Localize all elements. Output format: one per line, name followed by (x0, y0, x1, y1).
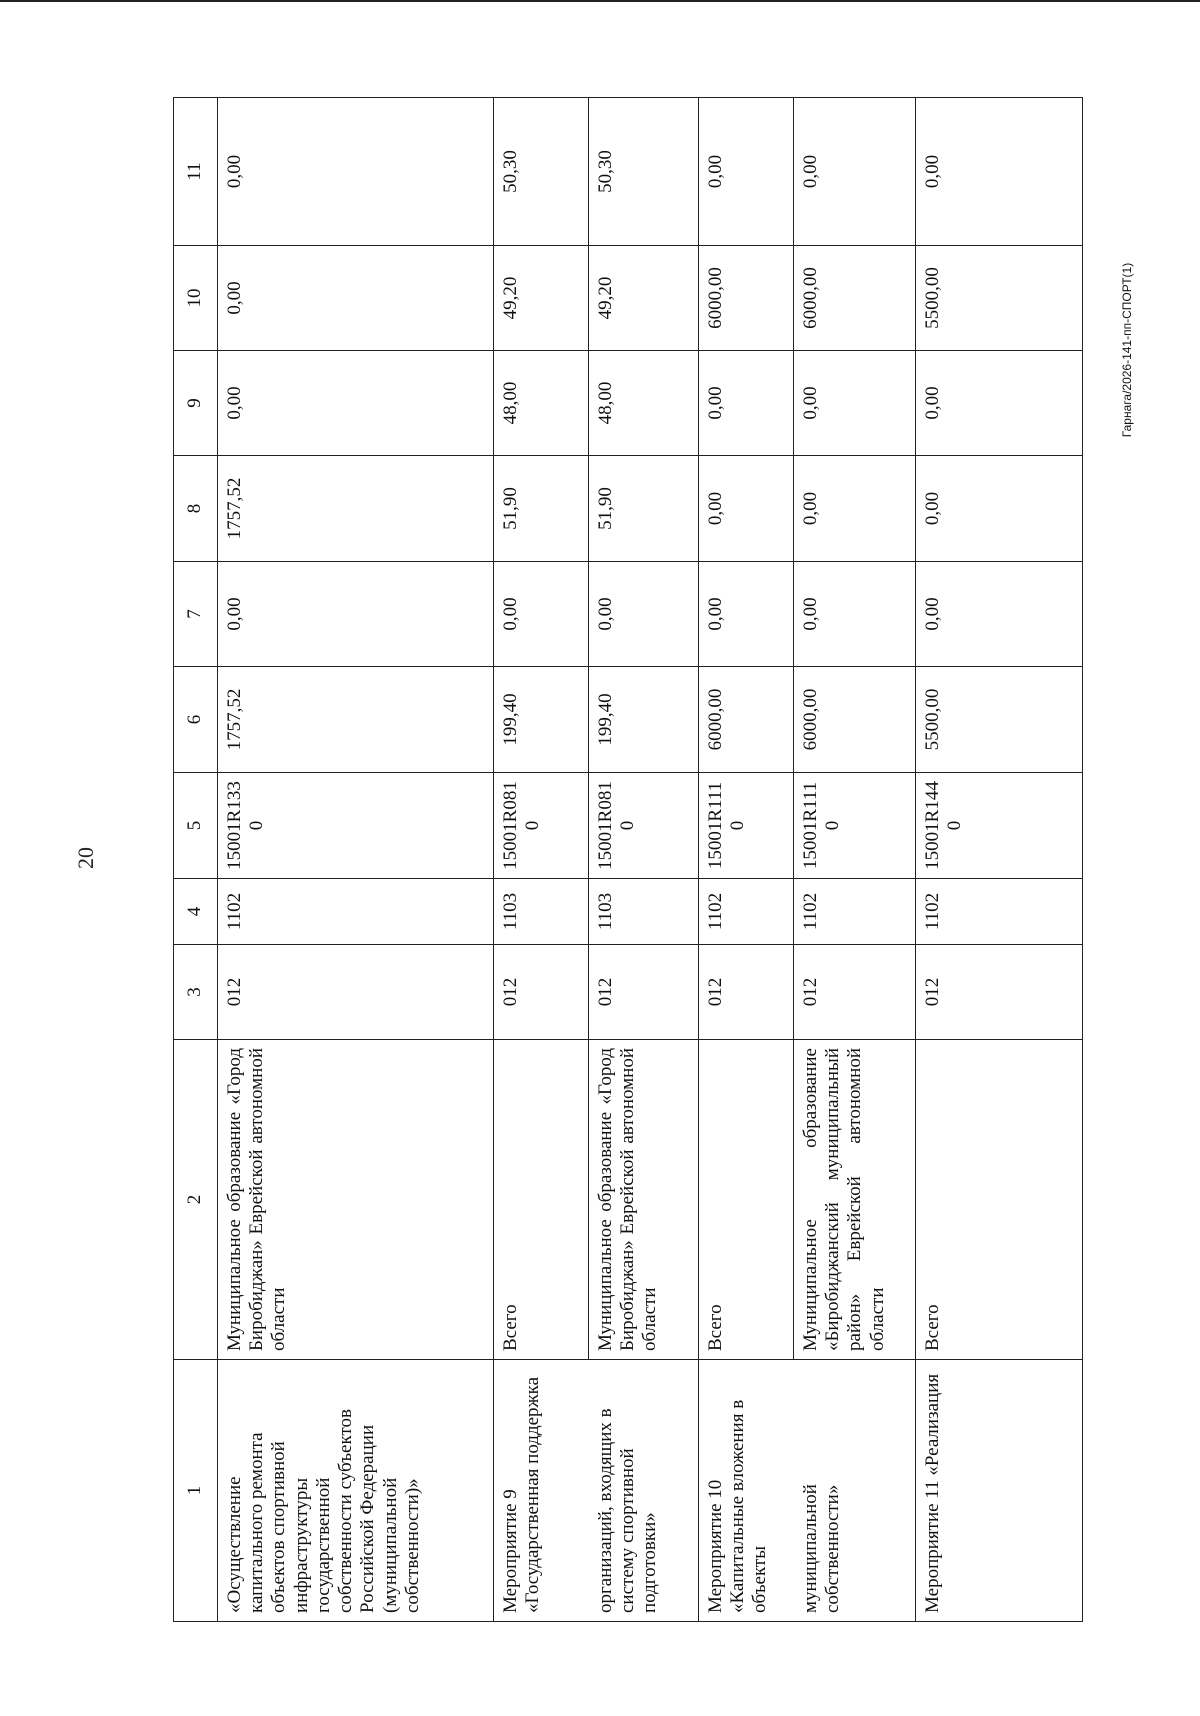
table-row (699, 98, 794, 1622)
table-row (916, 98, 1083, 1622)
header-cell: 3 (174, 945, 218, 1040)
header-cell: 7 (174, 562, 218, 667)
target-code-cell: 15001R1110 (794, 773, 916, 879)
total-amount-cell: 1757,52 (218, 667, 494, 773)
activity-name-cell: Мероприятие 9 «Государственная поддержка (494, 1360, 589, 1622)
amount-cell: 51,90 (589, 456, 699, 562)
amount-cell: 0,00 (494, 562, 589, 667)
activity-name-cell: муниципальной собственности» (794, 1360, 916, 1622)
amount-cell: 0,00 (916, 562, 1083, 667)
amount-cell: 1757,52 (218, 456, 494, 562)
header-cell: 8 (174, 456, 218, 562)
total-amount-cell: 199,40 (589, 667, 699, 773)
header-cell: 9 (174, 351, 218, 456)
section-code-cell: 1102 (699, 879, 794, 945)
ministry-code-cell: 012 (589, 945, 699, 1040)
recipient-cell: Муниципальное образование «Город Биробиджан» Еврейской автономной области (589, 1040, 699, 1360)
amount-cell: 0,00 (218, 562, 494, 667)
total-amount-cell: 6000,00 (699, 667, 794, 773)
amount-cell: 0,00 (699, 562, 794, 667)
amount-cell: 0,00 (699, 351, 794, 456)
header-cell: 4 (174, 879, 218, 945)
amount-cell: 0,00 (794, 456, 916, 562)
total-amount-cell: 5500,00 (916, 667, 1083, 773)
amount-cell: 0,00 (916, 351, 1083, 456)
table-row (794, 98, 916, 1622)
activity-name-cell: Мероприятие 10 «Капитальные вложения в объекты (699, 1360, 794, 1622)
budget-table-container (173, 98, 1082, 1622)
amount-cell: 0,00 (916, 98, 1083, 246)
section-code-cell: 1102 (794, 879, 916, 945)
amount-cell: 0,00 (218, 98, 494, 246)
amount-cell: 50,30 (494, 98, 589, 246)
rotated-table-frame (173, 98, 1082, 1622)
header-cell: 11 (174, 98, 218, 246)
table-header-row (174, 98, 218, 1622)
total-amount-cell: 6000,00 (794, 667, 916, 773)
header-cell: 5 (174, 773, 218, 879)
amount-cell: 0,00 (218, 351, 494, 456)
header-cell: 1 (174, 1360, 218, 1622)
target-code-cell: 15001R1110 (699, 773, 794, 879)
target-code-cell: 15001R0810 (589, 773, 699, 879)
amount-cell: 0,00 (794, 562, 916, 667)
table-row (494, 98, 589, 1622)
ministry-code-cell: 012 (494, 945, 589, 1040)
ministry-code-cell: 012 (699, 945, 794, 1040)
recipient-cell: Всего (494, 1040, 589, 1360)
amount-cell: 0,00 (794, 98, 916, 246)
scan-top-edge (0, 0, 1200, 2)
amount-cell: 0,00 (218, 246, 494, 351)
recipient-cell: Всего (916, 1040, 1083, 1360)
section-code-cell: 1102 (218, 879, 494, 945)
budget-table (173, 97, 1083, 1622)
section-code-cell: 1103 (494, 879, 589, 945)
ministry-code-cell: 012 (218, 945, 494, 1040)
recipient-cell: Всего (699, 1040, 794, 1360)
page-number: 20 (73, 847, 98, 869)
amount-cell: 0,00 (916, 456, 1083, 562)
recipient-cell: Муниципальное образование «Биробиджанский муниципальный район» Еврейской автономной области (794, 1040, 916, 1360)
amount-cell: 50,30 (589, 98, 699, 246)
amount-cell: 48,00 (494, 351, 589, 456)
amount-cell: 0,00 (699, 456, 794, 562)
activity-name-cell: Мероприятие 11 «Реализация (916, 1360, 1083, 1622)
document-code: Гарнага/2026-141-пп-СПОРТ(1) (1120, 262, 1134, 438)
ministry-code-cell: 012 (916, 945, 1083, 1040)
total-amount-cell: 199,40 (494, 667, 589, 773)
amount-cell: 49,20 (589, 246, 699, 351)
header-cell: 6 (174, 667, 218, 773)
target-code-cell: 15001R1440 (916, 773, 1083, 879)
recipient-cell: Муниципальное образование «Город Биробиджан» Еврейской автономной области (218, 1040, 494, 1360)
activity-name-cell: организаций, входящих в систему спортивной подготовки» (589, 1360, 699, 1622)
amount-cell: 49,20 (494, 246, 589, 351)
amount-cell: 6000,00 (699, 246, 794, 351)
header-cell: 2 (174, 1040, 218, 1360)
activity-name-cell: «Осуществление капитального ремонта объектов спортивной инфраструктуры государственной собственности субъектов Российской Федерации (муниципальной собственности)» (218, 1360, 494, 1622)
amount-cell: 51,90 (494, 456, 589, 562)
amount-cell: 6000,00 (794, 246, 916, 351)
section-code-cell: 1102 (916, 879, 1083, 945)
target-code-cell: 15001R0810 (494, 773, 589, 879)
amount-cell: 0,00 (794, 351, 916, 456)
table-row (589, 98, 699, 1622)
amount-cell: 5500,00 (916, 246, 1083, 351)
ministry-code-cell: 012 (794, 945, 916, 1040)
header-cell: 10 (174, 246, 218, 351)
amount-cell: 0,00 (589, 562, 699, 667)
section-code-cell: 1103 (589, 879, 699, 945)
table-row (218, 98, 494, 1622)
amount-cell: 48,00 (589, 351, 699, 456)
target-code-cell: 15001R1330 (218, 773, 494, 879)
amount-cell: 0,00 (699, 98, 794, 246)
